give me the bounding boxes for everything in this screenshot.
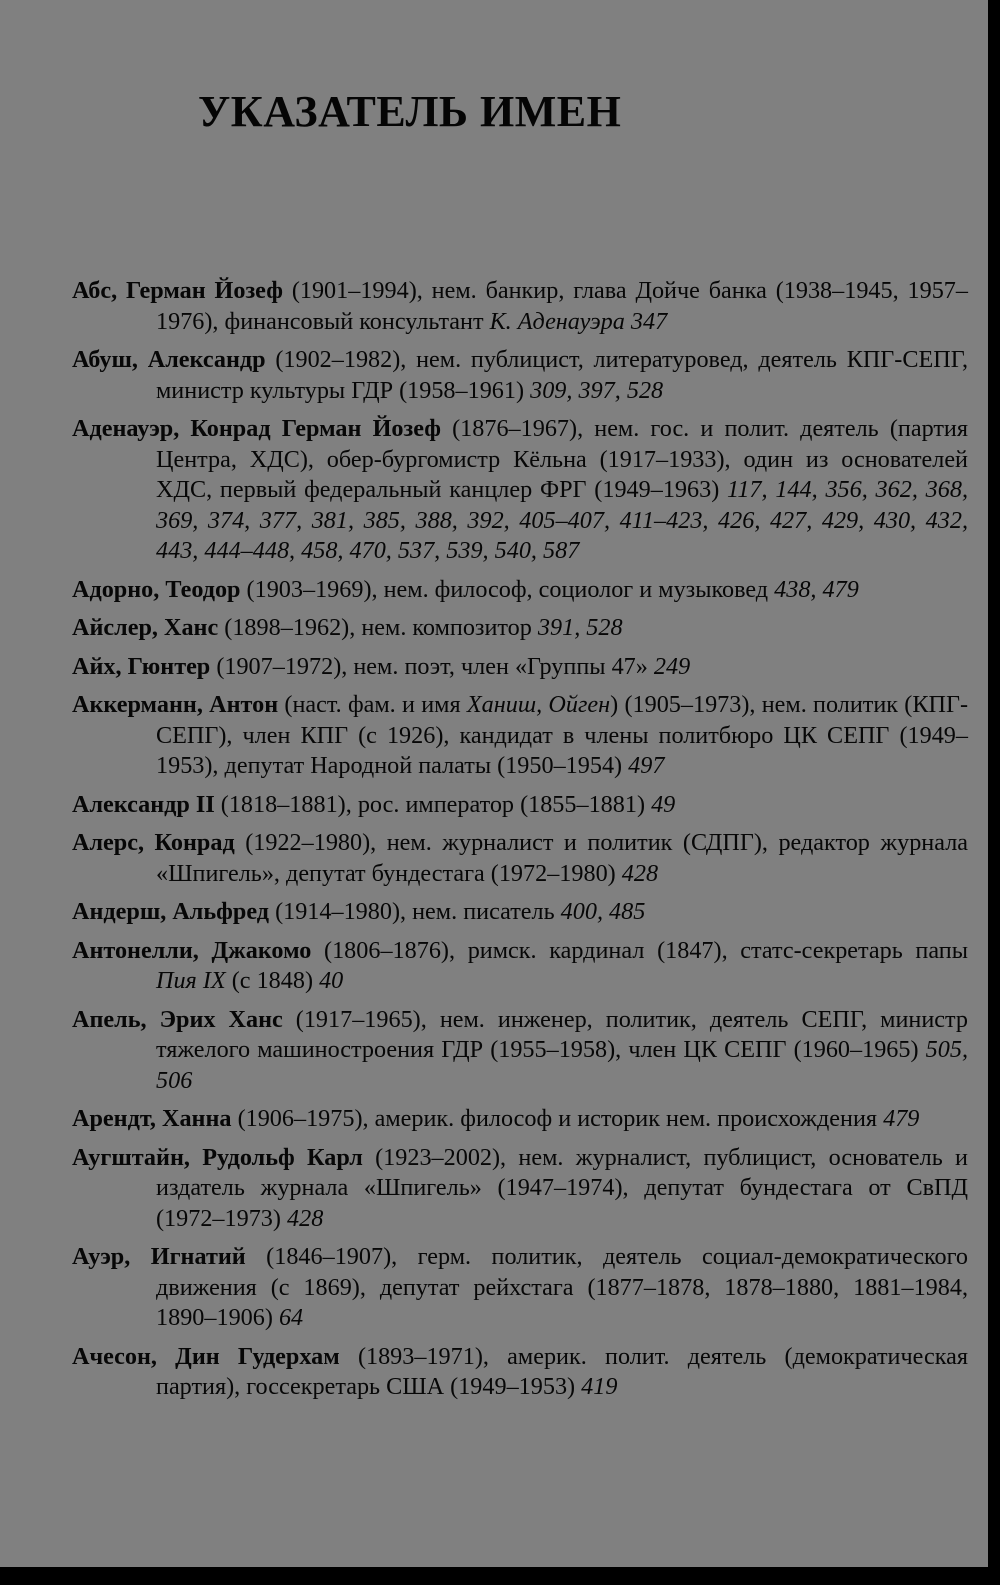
- entry-description: (1893–1971), америк. полит. деятель (демократическая партия), госсекретарь США (1949–1953): [156, 1342, 968, 1400]
- entry-cross-reference: Пия IX: [156, 967, 226, 994]
- entry-description-continued: (с 1848): [225, 967, 320, 994]
- index-entry: [72, 613, 968, 644]
- entry-page-numbers: 249: [653, 652, 691, 680]
- entry-name: Аденауэр, Конрад Герман Йозеф: [72, 415, 441, 442]
- index-entry: [72, 897, 968, 928]
- entry-page-numbers: 428: [621, 859, 659, 887]
- entry-page-numbers: 347: [630, 307, 668, 335]
- entry-description: (1903–1969), нем. философ, социолог и музыковед: [240, 575, 775, 603]
- entry-description: (1846–1907), герм. политик, деятель социал-демократического движения (с 1869), депутат рейхстага (1877–1878, 1878–1880, 1881–1984, 1890–1906): [156, 1243, 968, 1331]
- index-entry: [72, 1342, 968, 1403]
- entry-description: (1902–1982), нем. публицист, литературовед, деятель КПГ-СЕПГ, министр культуры ГДР (1958–1961): [156, 346, 969, 404]
- entry-page-numbers: 479: [883, 1105, 920, 1132]
- entry-name: Арендт, Ханна: [72, 1105, 232, 1132]
- entry-page-numbers: 505, 506: [156, 1036, 968, 1094]
- entry-name: Аугштайн, Рудольф Карл: [72, 1143, 363, 1171]
- page-title: УКАЗАТЕЛЬ ИМЕН: [198, 87, 622, 136]
- entry-description: (1818–1881), рос. император (1855–1881): [214, 790, 652, 818]
- index-entry: [72, 276, 968, 337]
- entry-name: Ачесон, Дин Гудерхам: [72, 1342, 340, 1370]
- index-entry: [72, 1005, 968, 1097]
- entry-description: (1806–1876), римск. кардинал (1847), статс-секретарь папы: [311, 936, 968, 964]
- entry-description: (1906–1975), америк. философ и историк нем. происхождения: [231, 1105, 884, 1132]
- entry-name: Абуш, Александр: [72, 346, 266, 373]
- name-index-list: [72, 276, 968, 1411]
- entry-description: (наст. фам. и имя: [278, 691, 467, 718]
- entry-page-numbers: 497: [628, 752, 665, 779]
- entry-page-numbers: 40: [319, 967, 344, 994]
- entry-page-numbers: 309, 397, 528: [530, 376, 664, 404]
- entry-name: Адорно, Теодор: [72, 575, 241, 603]
- entry-description: (1898–1962), нем. композитор: [218, 614, 538, 641]
- entry-name: Алерс, Конрад: [72, 829, 235, 856]
- entry-name: Айх, Гюнтер: [72, 652, 211, 680]
- index-entry: [72, 1242, 968, 1334]
- entry-description: (1917–1965), нем. инженер, политик, деятель СЕПГ, министр тяжелого машиностроения ГДР (1955–1958), член ЦК СЕПГ (1960–1965): [156, 1005, 969, 1063]
- entry-name: Антонелли, Джакомо: [72, 936, 312, 964]
- entry-page-numbers: 49: [651, 790, 676, 818]
- entry-name: Аккерманн, Антон: [72, 691, 279, 718]
- entry-cross-reference: К. Аденауэра: [489, 307, 625, 335]
- entry-description: (1876–1967), нем. гос. и полит. деятель (партия Центра, ХДС), обер-бургомистр Кёльна (1917–1933), один из основателей ХДС, первый федеральный канцлер ФРГ (1949–1963): [156, 415, 969, 503]
- index-entry: [72, 1104, 968, 1135]
- entry-name: Ауэр, Игнатий: [72, 1243, 246, 1270]
- index-entry: [72, 345, 968, 406]
- entry-name: Абс, Герман Йозеф: [72, 277, 283, 304]
- entry-page-numbers: 419: [581, 1373, 618, 1400]
- index-entry: [72, 652, 968, 683]
- index-entry: [72, 575, 968, 606]
- entry-description: (1914–1980), нем. писатель: [269, 898, 561, 925]
- entry-description: (1901–1994), нем. банкир, глава Дойче банка (1938–1945, 1957–1976), финансовый консультант: [156, 277, 968, 335]
- entry-description: (1922–1980), нем. журналист и политик (СДПГ), редактор журнала «Шпигель», депутат бундестага (1972–1980): [156, 829, 969, 887]
- entry-name: Александр II: [72, 790, 215, 818]
- entry-page-numbers: 64: [278, 1304, 304, 1331]
- entry-page-numbers: 391, 528: [537, 614, 623, 641]
- index-entry: [72, 936, 968, 997]
- index-entry: [72, 1143, 968, 1235]
- entry-name: Андерш, Альфред: [72, 898, 270, 925]
- entry-page-numbers: 438, 479: [774, 575, 859, 603]
- entry-description-continued: ) (1905–1973), нем. политик (КПГ-СЕПГ), член КПГ (с 1926), кандидат в члены политбюро ЦК СЕПГ (1949–1953), депутат Народной палаты (1950–1954): [156, 691, 968, 779]
- entry-name: Апель, Эрих Ханс: [72, 1005, 283, 1033]
- entry-page-numbers: 428: [287, 1204, 324, 1232]
- entry-description: (1923–2002), нем. журналист, публицист, основатель и издатель журнала «Шпигель» (1947–1974), депутат бундестага от СвПД (1972–1973): [156, 1143, 968, 1232]
- index-entry: [72, 828, 968, 889]
- index-entry: [72, 790, 968, 821]
- index-entry: [72, 414, 968, 567]
- entry-description: (1907–1972), нем. поэт, член «Группы 47»: [210, 652, 654, 680]
- entry-cross-reference: Ханиш, Ойген: [466, 691, 611, 718]
- index-entry: [72, 690, 968, 782]
- entry-page-numbers: 400, 485: [560, 898, 646, 925]
- entry-name: Айслер, Ханс: [72, 614, 219, 641]
- entry-page-numbers: 117, 144, 356, 362, 368, 369, 374, 377, 381, 385, 388, 392, 405–407, 411–423, 426, 427, 429, 430, 432, 443, 444–448, 458, 470, 537, 539, 540, 587: [156, 476, 968, 564]
